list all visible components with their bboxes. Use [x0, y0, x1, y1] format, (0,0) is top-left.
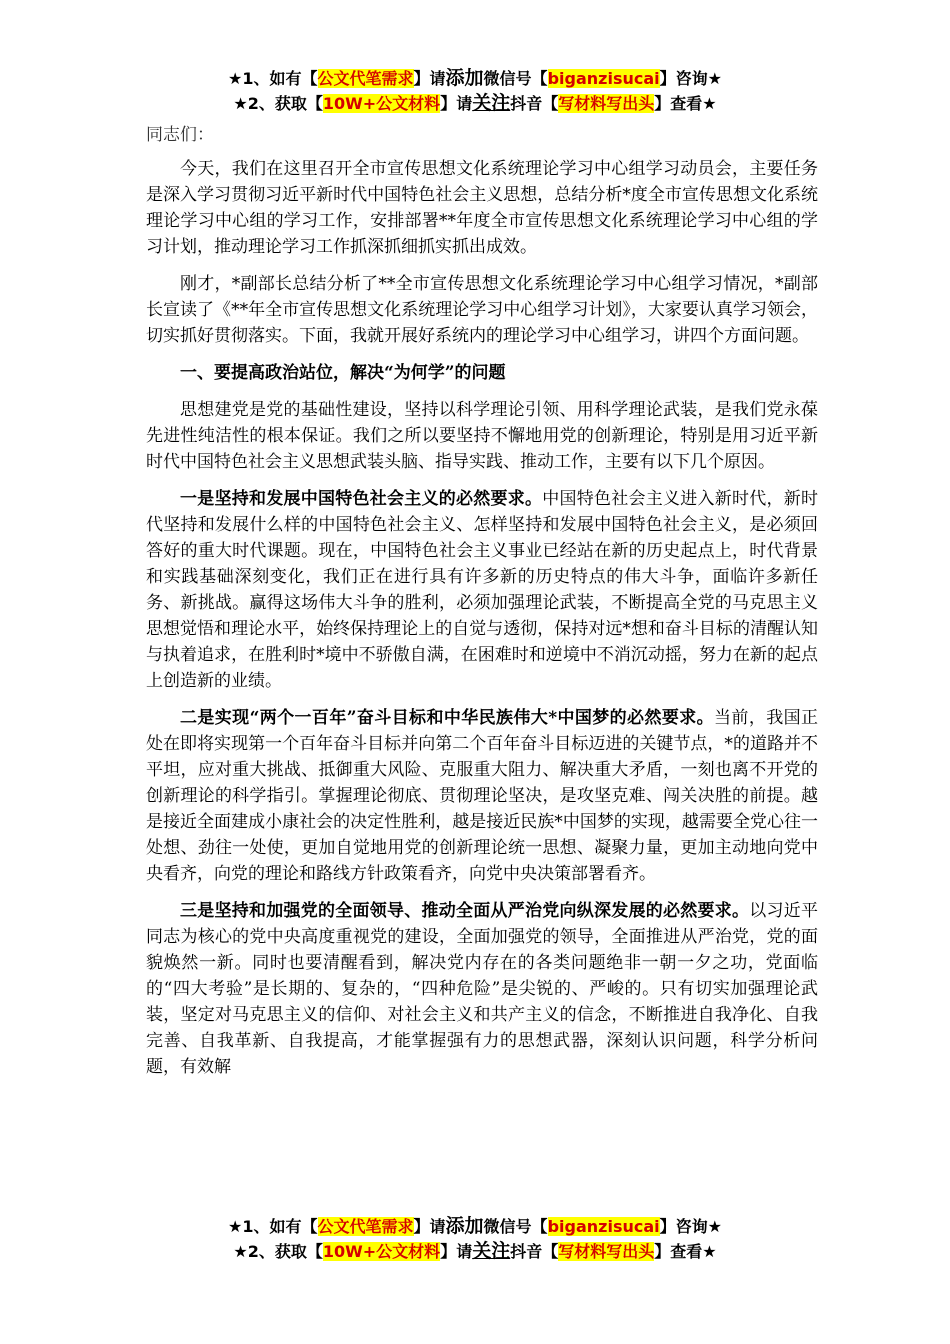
banner-highlight: 写材料写出头 — [558, 1242, 655, 1261]
paragraph-summary: 刚才，*副部长总结分析了**全市宣传思想文化系统理论学习中心组学习情况，*副部长宣读了《**年全市宣传思想文化系统理论学习中心组学习计划》，大家要认真学习领会，切实抓好贯彻落实。下面，我就开展好系统内的理论学习中心组学习，讲四个方面问题。 — [146, 274, 818, 346]
paragraph-reasons: 思想建党是党的基础性建设，坚持以科学理论引领、用科学理论武装，是我们党永葆先进性纯洁性的根本保证。我们之所以要坚持不懈地用党的创新理论，特别是用习近平新时代中国特色社会主义思想武装头脑、指导实践、推动工作，主要有以下几个原因。 — [146, 400, 818, 472]
bottom-banner — [0, 1214, 950, 1264]
point-1-lead: 一是坚持和发展中国特色社会主义的必然要求。 — [180, 489, 543, 509]
banner-emphasis: 关注 — [472, 1240, 511, 1262]
banner-emphasis: 添加 — [445, 1215, 484, 1237]
section-heading-1: 一、要提高政治站位，解决“为何学”的问题 — [180, 363, 506, 383]
document-body — [146, 122, 818, 1091]
banner-highlight: 公文代笔需求 — [317, 69, 414, 88]
banner-highlight: 写材料写出头 — [558, 94, 655, 113]
banner-text: ★1、如有【 — [228, 1217, 318, 1236]
banner-text: 】请 — [413, 1217, 446, 1236]
banner-text: ★2、获取【 — [233, 94, 323, 113]
banner-text: 】请 — [440, 94, 473, 113]
banner-line-1 — [0, 1214, 950, 1239]
banner-text: 】查看★ — [654, 94, 717, 113]
banner-text: 微信号【 — [483, 69, 548, 88]
banner-line-1 — [0, 66, 950, 91]
point-3-lead: 三是坚持和加强党的全面领导、推动全面从严治党向纵深发展的必然要求。 — [180, 901, 750, 921]
banner-wechat-id: biganzisucai — [547, 69, 660, 88]
banner-text: 】咨询★ — [659, 1217, 722, 1236]
banner-text: 抖音【 — [510, 1242, 559, 1261]
paragraph-point-1 — [146, 486, 818, 694]
point-2-text: 当前，我国正处在即将实现第一个百年奋斗目标并向第二个百年奋斗目标迈进的关键节点，*的道路并不平坦，应对重大挑战、抵御重大风险、克服重大阻力、解决重大矛盾，一刻也离不开党的创新理论的科学指引。掌握理论彻底、贯彻理论坚决，是攻坚克难、闯关决胜的前提。越是接近全面建成小康社会的决定性胜利，越是接近民族*中国梦的实现，越需要全党心往一处想、劲往一处使，更加自觉地用党的创新理论统一思想、凝聚力量，更加主动地向党中央看齐，向党的理论和路线方针政策看齐，向党中央决策部署看齐。 — [146, 708, 818, 884]
paragraph-intro: 今天，我们在这里召开全市宣传思想文化系统理论学习中心组学习动员会，主要任务是深入学习贯彻习近平新时代中国特色社会主义思想，总结分析*度全市宣传思想文化系统理论学习中心组的学习工作，安排部署**年度全市宣传思想文化系统理论学习中心组的学习计划，推动理论学习工作抓深抓细抓实抓出成效。 — [146, 159, 818, 257]
top-banner — [0, 66, 950, 116]
banner-text: 抖音【 — [510, 94, 559, 113]
banner-text: 】请 — [440, 1242, 473, 1261]
banner-text: 微信号【 — [483, 1217, 548, 1236]
point-3-text: 以习近平同志为核心的党中央高度重视党的建设，全面加强党的领导，全面推进从严治党，党的面貌焕然一新。同时也要清醒看到，解决党内存在的各类问题绝非一朝一夕之功，党面临的“四大考验”是长期的、复杂的，“四种危险”是尖锐的、严峻的。只有切实加强理论武装，坚定对马克思主义的信仰、对社会主义和共产主义的信念，不断推进自我净化、自我完善、自我革新、自我提高，才能掌握强有力的思想武器，深刻认识问题，科学分析问题，有效解 — [146, 901, 818, 1077]
banner-wechat-id: biganzisucai — [547, 1217, 660, 1236]
banner-line-2 — [0, 1239, 950, 1264]
paragraph-point-3 — [146, 898, 818, 1080]
banner-highlight: 10W+公文材料 — [322, 94, 441, 113]
banner-text: ★1、如有【 — [228, 69, 318, 88]
banner-text: ★2、获取【 — [233, 1242, 323, 1261]
banner-text: 】咨询★ — [659, 69, 722, 88]
banner-line-2 — [0, 91, 950, 116]
point-1-text: 中国特色社会主义进入新时代，新时代坚持和发展什么样的中国特色社会主义、怎样坚持和发展中国特色社会主义，是必须回答好的重大时代课题。现在，中国特色社会主义事业已经站在新的历史起点上，时代背景和实践基础深刻变化，我们正在进行具有许多新的历史特点的伟大斗争，面临许多新任务、新挑战。赢得这场伟大斗争的胜利，必须加强理论武装，不断提高全党的马克思主义思想觉悟和理论水平，始终保持理论上的自觉与透彻，保持对远*想和奋斗目标的清醒认知与执着追求，在胜利时*境中不骄傲自满，在困难时和逆境中不消沉动摇，努力在新的起点上创造新的业绩。 — [146, 489, 818, 691]
banner-highlight: 10W+公文材料 — [322, 1242, 441, 1261]
salutation: 同志们： — [146, 125, 214, 145]
point-2-lead: 二是实现“两个一百年”奋斗目标和中华民族伟大*中国梦的必然要求。 — [180, 708, 715, 728]
banner-emphasis: 添加 — [445, 67, 484, 89]
banner-emphasis: 关注 — [472, 92, 511, 114]
banner-highlight: 公文代笔需求 — [317, 1217, 414, 1236]
paragraph-point-2 — [146, 705, 818, 887]
banner-text: 】查看★ — [654, 1242, 717, 1261]
banner-text: 】请 — [413, 69, 446, 88]
